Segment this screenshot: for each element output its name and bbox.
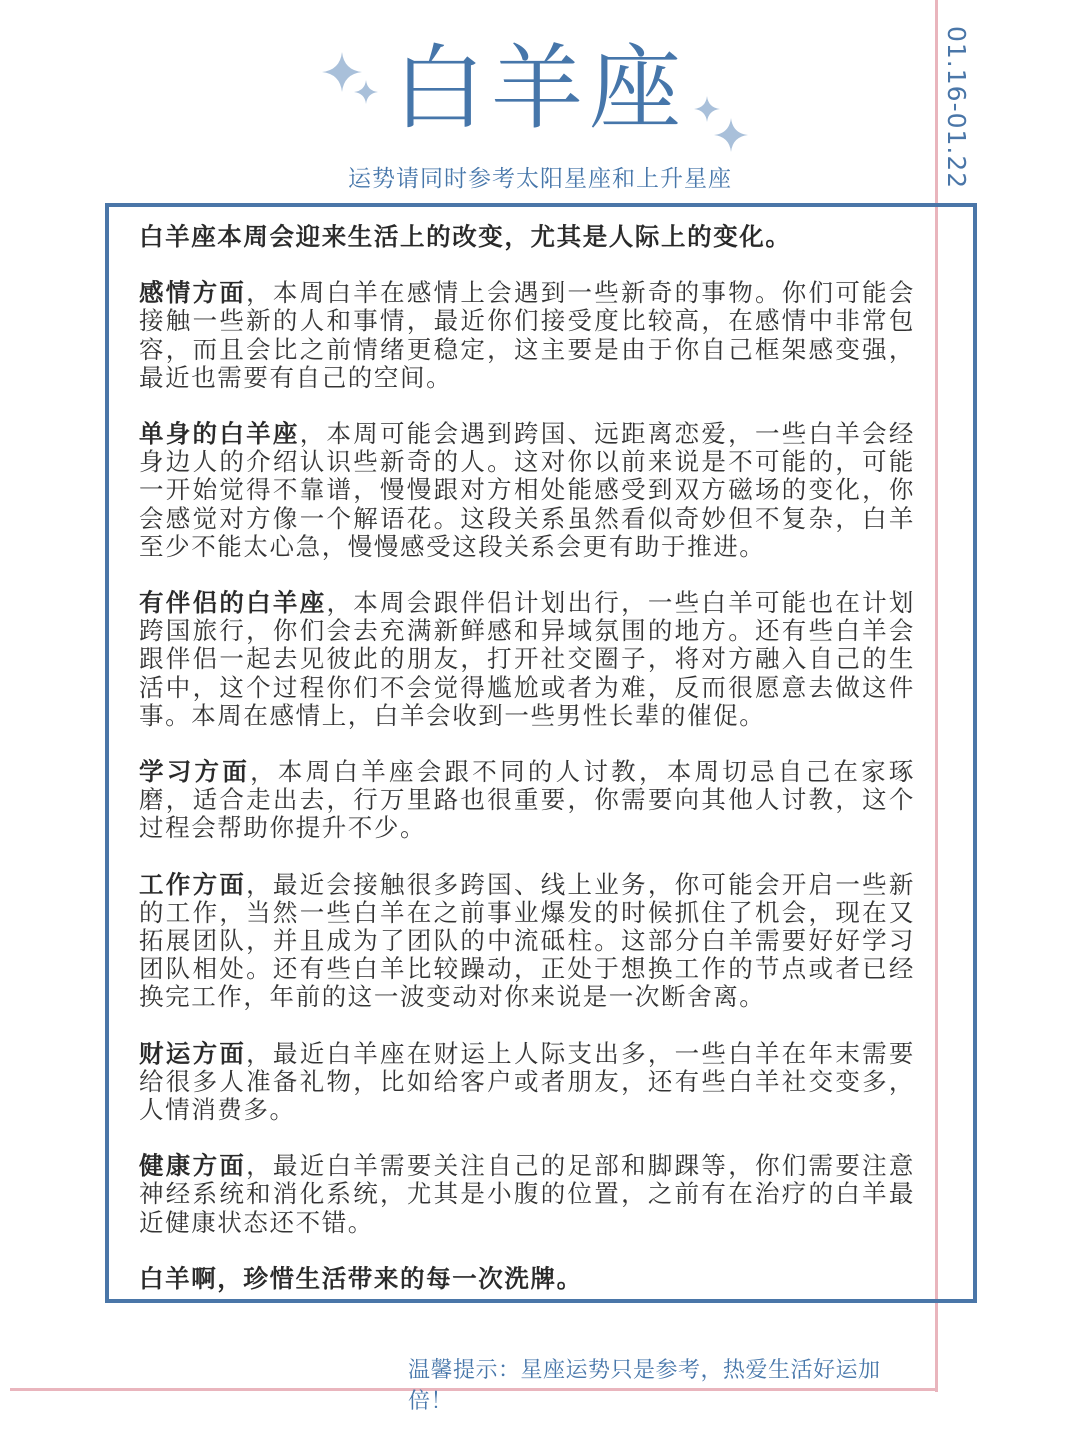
paragraph-work: 工作方面，最近会接触很多跨国、线上业务，你可能会开启一些新的工作，当然一些白羊在之前事业爆发的时候抓住了机会，现在又拓展团队，并且成为了团队的中流砥柱。这部分白羊需要好好学习团队相处。还有些白羊比较躁动，正处于想换工作的节点或者已经换完工作，年前的这一波变动对你来说是一次断舍离。	[139, 869, 916, 1012]
paragraph-health: 健康方面，最近白羊需要关注自己的足部和脚踝等，你们需要注意神经系统和消化系统，尤其是小腹的位置，之前有在治疗的白羊最近健康状态还不错。	[139, 1151, 916, 1237]
paragraph-study: 学习方面，本周白羊座会跟不同的人讨教，本周切忌自己在家琢磨，适合走出去，行万里路也很重要，你需要向其他人讨教，这个过程会帮助你提升不少。	[139, 757, 915, 843]
sparkle-icon-large-right	[714, 118, 748, 152]
intro-paragraph: 白羊座本周会迎来生活上的改变，尤其是人际上的变化。	[139, 222, 792, 251]
paragraph-partnered: 有伴侣的白羊座，本周会跟伴侣计划出行，一些白羊可能也在计划跨国旅行，你们会去充满新鲜感和异域氛围的地方。还有些白羊会跟伴侣一起去见彼此的朋友，打开社交圈子，将对方融入自己的生活中，这个过程你们不会觉得尴尬或者为难，反而很愿意去做这件事。本周在感情上，白羊会收到一些男性长辈的催促。	[139, 588, 916, 730]
page-title: 白羊座	[392, 35, 687, 142]
horoscope-content	[139, 223, 915, 1321]
footer-tip: 温馨提示：星座运势只是参考，热爱生活好运加倍！	[408, 1358, 881, 1414]
subtitle: 运势请同时参考太阳星座和上升星座	[348, 166, 732, 192]
closing-paragraph: 白羊啊，珍惜生活带来的每一次洗牌。	[139, 1263, 583, 1293]
date-range: 01.16-01.22	[942, 26, 971, 190]
paragraph-wealth: 财运方面，最近白羊座在财运上人际支出多，一些白羊在年末需要给很多人准备礼物，比如给客户或者朋友，还有些白羊社交变多，人情消费多。	[139, 1038, 916, 1125]
horoscope-panel	[105, 203, 977, 1303]
paragraph-love: 感情方面，本周白羊在感情上会遇到一些新奇的事物。你们可能会接触一些新的人和事情，最近你们接受度比较高，在感情中非常包容，而且会比之前情绪更稳定，这主要是由于你自己框架感变强，最近也需要有自己的空间。	[139, 278, 916, 392]
paragraph-single: 单身的白羊座，本周可能会遇到跨国、远距离恋爱，一些白羊会经身边人的介绍认识些新奇的人。这对你以前来说是不可能的，可能一开始觉得不靠谱，慢慢跟对方相处能感受到双方磁场的变化，你会感觉对方像一个解语花。这段关系虽然看似奇妙但不复杂，白羊至少不能太心急，慢慢感受这段关系会更有助于推进。	[139, 419, 915, 561]
